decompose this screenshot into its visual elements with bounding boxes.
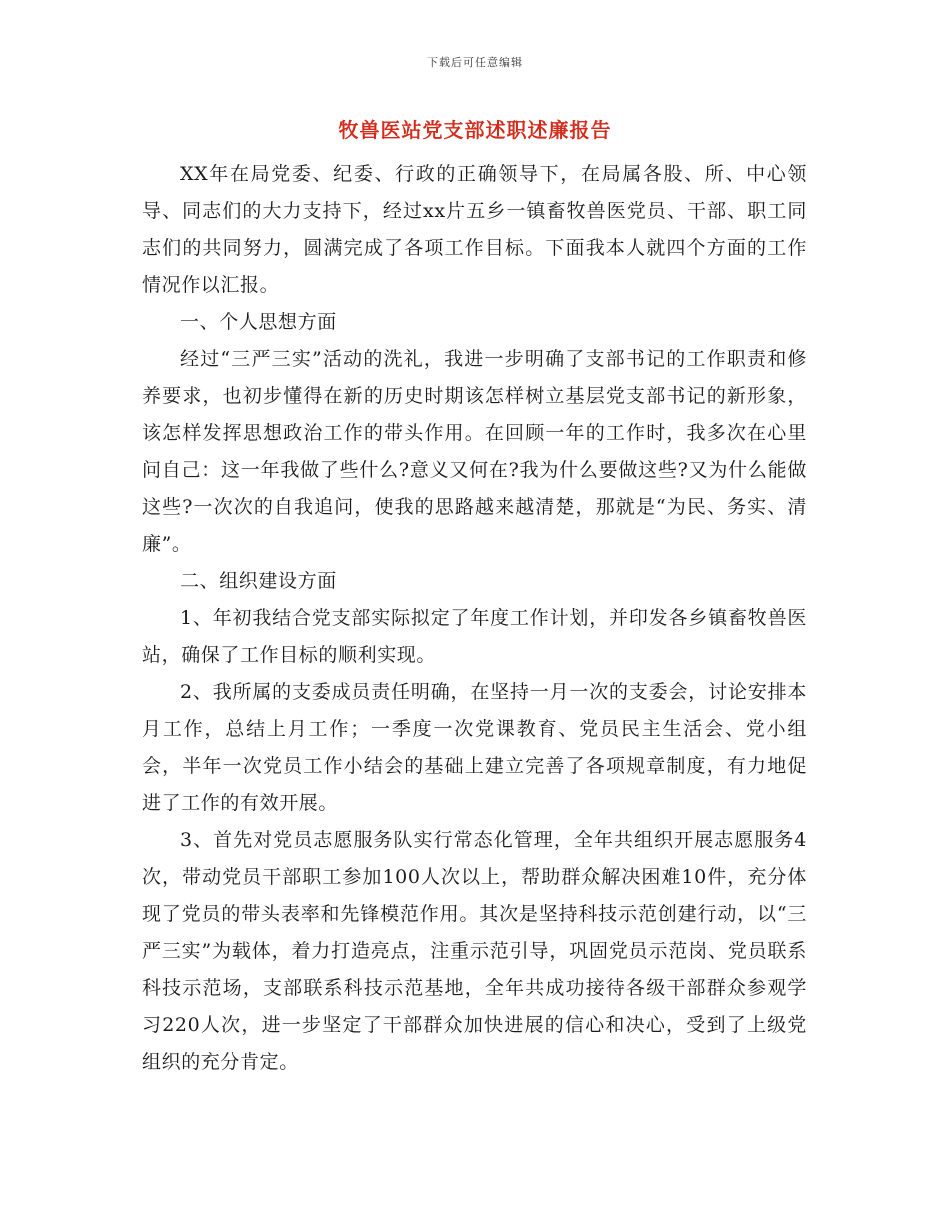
header-note: 下载后可任意编辑 — [427, 56, 523, 69]
section-heading-personal-thought: 一、个人思想方面 — [180, 311, 337, 333]
paragraph-organization-3: 3、首先对党员志愿服务队实行常态化管理，全年共组织开展志愿服务4次，带动党员干部职工参加100人次以上，帮助群众解决困难10件，充分体现了党员的带头表率和先锋模范作用。其次是坚持科技示范创建行动，以“三严三实”为载体，着力打造亮点，注重示范引导，巩固党员示范岗、党员联系科技示范场，支部联系科技示范基地，全年共成功接待各级干部群众参观学习220人次，进一步坚定了干部群众加快进展的信心和决心，受到了上级党组织的充分肯定。 — [142, 829, 807, 1073]
paragraph-organization-2: 2、我所属的支委成员责任明确，在坚持一月一次的支委会，讨论安排本月工作，总结上月工作；一季度一次党课教育、党员民主生活会、党小组会，半年一次党员工作小结会的基础上建立完善了各项规章制度，有力地促进了工作的有效开展。 — [142, 681, 807, 814]
document-title: 牧兽医站党支部述职述廉报告 — [338, 118, 612, 142]
section-heading-organization: 二、组织建设方面 — [180, 570, 337, 592]
paragraph-intro: XX年在局党委、纪委、行政的正确领导下，在局属各股、所、中心领导、同志们的大力支持下，经过xx片五乡一镇畜牧兽医党员、干部、职工同志们的共同努力，圆满完成了各项工作目标。下面我本人就四个方面的工作情况作以汇报。 — [142, 163, 807, 296]
paragraph-organization-1: 1、年初我结合党支部实际拟定了年度工作计划，并印发各乡镇畜牧兽医站，确保了工作目标的顺利实现。 — [142, 607, 807, 666]
document-body — [142, 156, 807, 1081]
paragraph-personal-thought: 经过“三严三实”活动的洗礼，我进一步明确了支部书记的工作职责和修养要求，也初步懂得在新的历史时期该怎样树立基层党支部书记的新形象，该怎样发挥思想政治工作的带头作用。在回顾一年的工作时，我多次在心里问自己：这一年我做了些什么?意义又何在?我为什么要做这些?又为什么能做这些?一次次的自我追问，使我的思路越来越清楚，那就是“为民、务实、清廉”。 — [142, 348, 807, 555]
